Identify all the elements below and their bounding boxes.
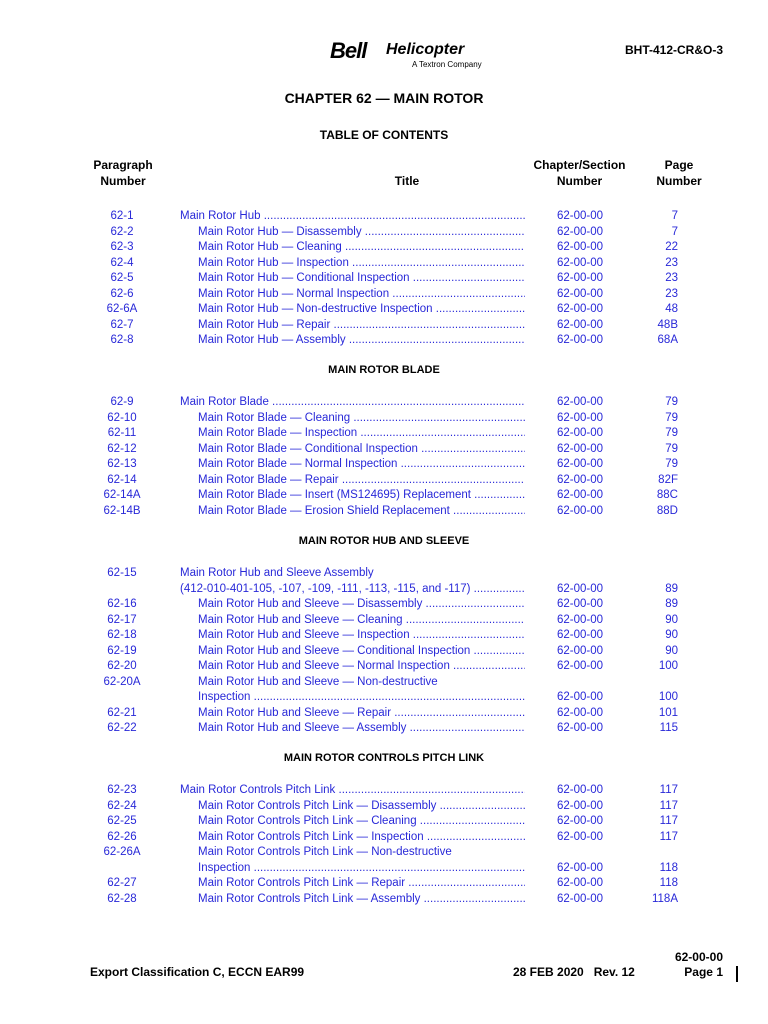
chapter-section-number: 62-00-00: [556, 598, 604, 610]
document-id: BHT-412-CR&O-3: [624, 43, 723, 57]
entry-title[interactable]: Main Rotor Hub — Non-destructive Inspection .....: [198, 302, 525, 318]
chapter-section-number: 62-00-00: [556, 303, 604, 315]
paragraph-number: 62-6A: [106, 303, 138, 315]
toc-entry[interactable]: [0, 442, 768, 458]
entry-title[interactable]: Main Rotor Hub and Sleeve — Conditional Inspection .....: [198, 644, 525, 660]
entry-page-number: 117: [659, 799, 678, 812]
toc-entry[interactable]: [0, 659, 768, 675]
entry-page-number: 88D: [656, 504, 678, 517]
entry-title[interactable]: Main Rotor Blade — Inspection .....: [198, 426, 525, 442]
toc-entry[interactable]: [0, 411, 768, 427]
column-header-title: Title: [394, 174, 420, 188]
paragraph-number: 62-14: [107, 473, 137, 486]
chapter-section-number: 62-00-00: [556, 660, 604, 672]
entry-page-number: 48B: [657, 318, 678, 331]
entry-title[interactable]: Main Rotor Controls Pitch Link — Cleaning .....: [198, 814, 525, 830]
chapter-section-number: 62-00-00: [556, 691, 604, 703]
toc-entry[interactable]: [0, 628, 768, 644]
chapter-section-number: 62-00-00: [556, 287, 604, 300]
entry-page-number: 79: [665, 411, 678, 424]
entry-title[interactable]: Main Rotor Controls Pitch Link — Non-destructive: [198, 846, 452, 858]
entry-title[interactable]: Main Rotor Blade — Normal Inspection .....: [198, 457, 525, 473]
chapter-section-number: 62-00-00: [556, 334, 604, 346]
chapter-section-number: 62-00-00: [556, 225, 604, 238]
toc-entry[interactable]: [0, 644, 768, 660]
toc-entry[interactable]: [0, 240, 768, 256]
revision-date: 28 FEB 2020 Rev. 12: [513, 965, 635, 979]
paragraph-number: 62-6: [110, 287, 134, 300]
entry-title[interactable]: Inspection .....: [198, 861, 525, 877]
entry-page-number: 118: [659, 877, 678, 889]
column-header-chapter: Chapter/Section Number: [533, 158, 626, 188]
entry-title[interactable]: Main Rotor Hub — Normal Inspection .....: [198, 287, 525, 303]
chapter-section-number: 62-00-00: [556, 722, 604, 734]
toc-entry[interactable]: [0, 845, 768, 861]
paragraph-number: 62-10: [107, 411, 137, 424]
entry-title[interactable]: Main Rotor Hub — Disassembly .....: [198, 225, 525, 241]
toc-entry[interactable]: [0, 814, 768, 830]
entry-page-number: 117: [659, 815, 678, 827]
entry-title[interactable]: Main Rotor Hub — Assembly .....: [198, 333, 525, 349]
toc-entry[interactable]: [0, 457, 768, 473]
toc-entry[interactable]: [0, 706, 768, 722]
logo-tagline: A Textron Company: [412, 60, 482, 69]
toc-entry[interactable]: [0, 783, 768, 799]
entry-page-number: 90: [665, 613, 678, 626]
chapter-section-number: 62-00-00: [556, 473, 604, 486]
paragraph-number: 62-28: [107, 892, 137, 905]
toc-entry[interactable]: [0, 302, 768, 318]
paragraph-number: 62-17: [107, 613, 137, 626]
entry-title[interactable]: Main Rotor Blade — Repair .....: [198, 473, 525, 489]
entry-title[interactable]: Main Rotor Hub and Sleeve — Non-destructive: [198, 675, 438, 688]
entry-title[interactable]: Main Rotor Hub and Sleeve — Normal Inspection .....: [198, 659, 525, 675]
logo-brand: Bell: [330, 38, 367, 63]
entry-page-number: 89: [665, 582, 678, 595]
entry-title[interactable]: Main Rotor Blade — Insert (MS124695) Replacement .....: [198, 488, 525, 504]
entry-page-number: 90: [665, 629, 678, 641]
toc-entry[interactable]: [0, 721, 768, 737]
entry-title[interactable]: Main Rotor Controls Pitch Link .....: [180, 783, 525, 799]
paragraph-number: 62-27: [107, 877, 137, 889]
paragraph-number: 62-16: [107, 598, 137, 610]
entry-page-number: 118: [659, 861, 678, 874]
section-heading: MAIN ROTOR BLADE: [328, 364, 440, 376]
entry-page-number: 23: [665, 272, 678, 284]
paragraph-number: 62-3: [110, 241, 134, 253]
chapter-section-number: 62-00-00: [556, 582, 604, 595]
change-bar: [736, 966, 738, 982]
entry-title[interactable]: Main Rotor Controls Pitch Link — Inspection .....: [198, 830, 525, 846]
chapter-section-number: 62-00-00: [556, 442, 604, 455]
entry-page-number: 82F: [658, 473, 678, 486]
entry-page-number: 23: [665, 287, 678, 300]
paragraph-number: 62-18: [107, 629, 137, 641]
toc-entry[interactable]: [0, 504, 768, 520]
entry-title[interactable]: Main Rotor Blade — Conditional Inspection .....: [198, 442, 525, 458]
entry-page-number: 101: [658, 706, 678, 719]
toc-entry[interactable]: [0, 426, 768, 442]
paragraph-number: 62-12: [107, 442, 137, 455]
toc-entry[interactable]: [0, 876, 768, 892]
toc-entry[interactable]: [0, 582, 768, 598]
chapter-section-number: 62-00-00: [556, 877, 604, 889]
paragraph-number: 62-20: [107, 660, 137, 672]
entry-title[interactable]: Main Rotor Hub and Sleeve Assembly: [180, 567, 374, 579]
toc-entry[interactable]: [0, 488, 768, 504]
toc-entry[interactable]: [0, 395, 768, 411]
entry-page-number: 23: [665, 256, 678, 269]
export-classification: Export Classification C, ECCN EAR99: [90, 965, 305, 979]
paragraph-number: 62-7: [110, 318, 134, 331]
toc-entry[interactable]: [0, 566, 768, 582]
chapter-section-number: 62-00-00: [556, 706, 604, 719]
chapter-section-number: 62-00-00: [556, 241, 604, 253]
section-heading: MAIN ROTOR HUB AND SLEEVE: [298, 535, 470, 547]
toc-entry[interactable]: [0, 675, 768, 691]
entry-title[interactable]: Main Rotor Hub and Sleeve — Repair .....: [198, 706, 525, 722]
toc-entry[interactable]: [0, 287, 768, 303]
chapter-section-number: 62-00-00: [556, 489, 604, 501]
chapter-section-number: 62-00-00: [556, 504, 604, 517]
toc-entry[interactable]: [0, 333, 768, 349]
chapter-title: CHAPTER 62 — MAIN ROTOR: [284, 90, 484, 106]
entry-title[interactable]: Main Rotor Controls Pitch Link — Repair .....: [198, 876, 525, 892]
chapter-section-number: 62-00-00: [556, 799, 604, 812]
paragraph-number: 62-20A: [103, 675, 141, 688]
paragraph-number: 62-14B: [103, 504, 141, 517]
logo-product: Helicopter: [386, 41, 465, 58]
entry-title[interactable]: Main Rotor Controls Pitch Link — Assembly .....: [198, 892, 525, 908]
paragraph-number: 62-26A: [103, 846, 141, 858]
toc-entry[interactable]: [0, 799, 768, 815]
toc-entry[interactable]: [0, 613, 768, 629]
entry-page-number: 117: [659, 830, 678, 843]
chapter-section-number: 62-00-00: [556, 784, 604, 796]
entry-page-number: 79: [665, 427, 678, 439]
section-heading: MAIN ROTOR CONTROLS PITCH LINK: [283, 752, 485, 764]
chapter-section-number: 62-00-00: [556, 210, 604, 222]
entry-title[interactable]: Main Rotor Hub — Inspection .....: [198, 256, 525, 272]
toc-title: TABLE OF CONTENTS: [319, 128, 449, 142]
paragraph-number: 62-26: [107, 830, 137, 843]
entry-page-number: 7: [671, 225, 678, 238]
chapter-section-number: 62-00-00: [556, 815, 604, 827]
toc-entry[interactable]: [0, 318, 768, 334]
column-header-paragraph: Paragraph Number: [93, 158, 153, 188]
entry-page-number: 90: [665, 644, 678, 657]
entry-page-number: 88C: [656, 489, 678, 501]
entry-page-number: 7: [671, 210, 678, 222]
paragraph-number: 62-4: [110, 256, 134, 269]
entry-title[interactable]: Main Rotor Hub and Sleeve — Inspection .....: [198, 628, 525, 644]
entry-title[interactable]: Main Rotor Blade — Erosion Shield Replacement .....: [198, 504, 525, 520]
entry-page-number: 68A: [657, 334, 678, 346]
entry-page-number: 79: [665, 396, 678, 408]
toc-entry[interactable]: [0, 690, 768, 706]
paragraph-number: 62-24: [107, 799, 137, 812]
entry-title[interactable]: Main Rotor Hub — Cleaning .....: [198, 240, 525, 256]
paragraph-number: 62-15: [107, 567, 137, 579]
paragraph-number: 62-5: [110, 272, 134, 284]
chapter-section-number: 62-00-00: [556, 629, 604, 641]
bell-helicopter-logo: [330, 38, 490, 72]
toc-entry[interactable]: [0, 597, 768, 613]
entry-title[interactable]: Main Rotor Blade .....: [180, 395, 525, 411]
column-header-page: Page Number: [656, 158, 702, 188]
entry-page-number: 79: [665, 442, 678, 455]
paragraph-number: 62-21: [107, 706, 137, 719]
paragraph-number: 62-11: [107, 427, 137, 439]
chapter-section-number: 62-00-00: [556, 458, 604, 470]
toc-entry[interactable]: [0, 225, 768, 241]
chapter-section-number: 62-00-00: [556, 861, 604, 874]
paragraph-number: 62-2: [110, 225, 134, 238]
toc-entry[interactable]: [0, 830, 768, 846]
chapter-section-number: 62-00-00: [556, 427, 604, 439]
toc-entry[interactable]: [0, 473, 768, 489]
paragraph-number: 62-14A: [103, 489, 141, 501]
entry-title[interactable]: Inspection .....: [198, 690, 525, 706]
chapter-section-number: 62-00-00: [556, 613, 604, 626]
paragraph-number: 62-1: [110, 210, 134, 222]
chapter-section-number: 62-00-00: [556, 256, 604, 269]
toc-entry[interactable]: [0, 209, 768, 225]
paragraph-number: 62-9: [110, 396, 134, 408]
footer-section-number: 62-00-00: [674, 950, 723, 964]
chapter-section-number: 62-00-00: [556, 830, 604, 843]
paragraph-number: 62-13: [107, 458, 137, 470]
entry-title[interactable]: Main Rotor Hub — Repair .....: [198, 318, 525, 334]
entry-page-number: 22: [665, 241, 678, 253]
entry-page-number: 117: [659, 784, 678, 796]
paragraph-number: 62-19: [107, 644, 137, 657]
entry-title[interactable]: Main Rotor Hub — Conditional Inspection .....: [198, 271, 525, 287]
paragraph-number: 62-8: [110, 334, 134, 346]
entry-page-number: 79: [665, 458, 678, 470]
chapter-section-number: 62-00-00: [556, 396, 604, 408]
paragraph-number: 62-25: [107, 815, 137, 827]
entry-page-number: 118A: [651, 892, 678, 905]
entry-title[interactable]: Main Rotor Hub and Sleeve — Assembly .....: [198, 721, 525, 737]
entry-page-number: 100: [658, 691, 678, 703]
entry-page-number: 89: [665, 598, 678, 610]
chapter-section-number: 62-00-00: [556, 411, 604, 424]
entry-title[interactable]: Main Rotor Hub .....: [180, 209, 525, 225]
entry-title[interactable]: (412-010-401-105, -107, -109, -111, -113, -115, and -117) .....: [180, 582, 525, 598]
entry-title[interactable]: Main Rotor Hub and Sleeve — Cleaning .....: [198, 613, 525, 629]
entry-page-number: 115: [659, 722, 678, 734]
toc-entry[interactable]: [0, 271, 768, 287]
chapter-section-number: 62-00-00: [556, 892, 604, 905]
entry-title[interactable]: Main Rotor Hub and Sleeve — Disassembly .....: [198, 597, 525, 613]
toc-entry[interactable]: [0, 861, 768, 877]
paragraph-number: 62-22: [107, 722, 137, 734]
toc-entry[interactable]: [0, 256, 768, 272]
chapter-section-number: 62-00-00: [556, 272, 604, 284]
chapter-section-number: 62-00-00: [556, 318, 604, 331]
toc-entry[interactable]: [0, 892, 768, 908]
entry-title[interactable]: Main Rotor Blade — Cleaning .....: [198, 411, 525, 427]
entry-title[interactable]: Main Rotor Controls Pitch Link — Disassembly .....: [198, 799, 525, 815]
chapter-section-number: 62-00-00: [556, 644, 604, 657]
page-number: Page 1: [684, 965, 723, 979]
entry-page-number: 100: [658, 660, 678, 672]
entry-page-number: 48: [665, 303, 678, 315]
paragraph-number: 62-23: [107, 784, 137, 796]
